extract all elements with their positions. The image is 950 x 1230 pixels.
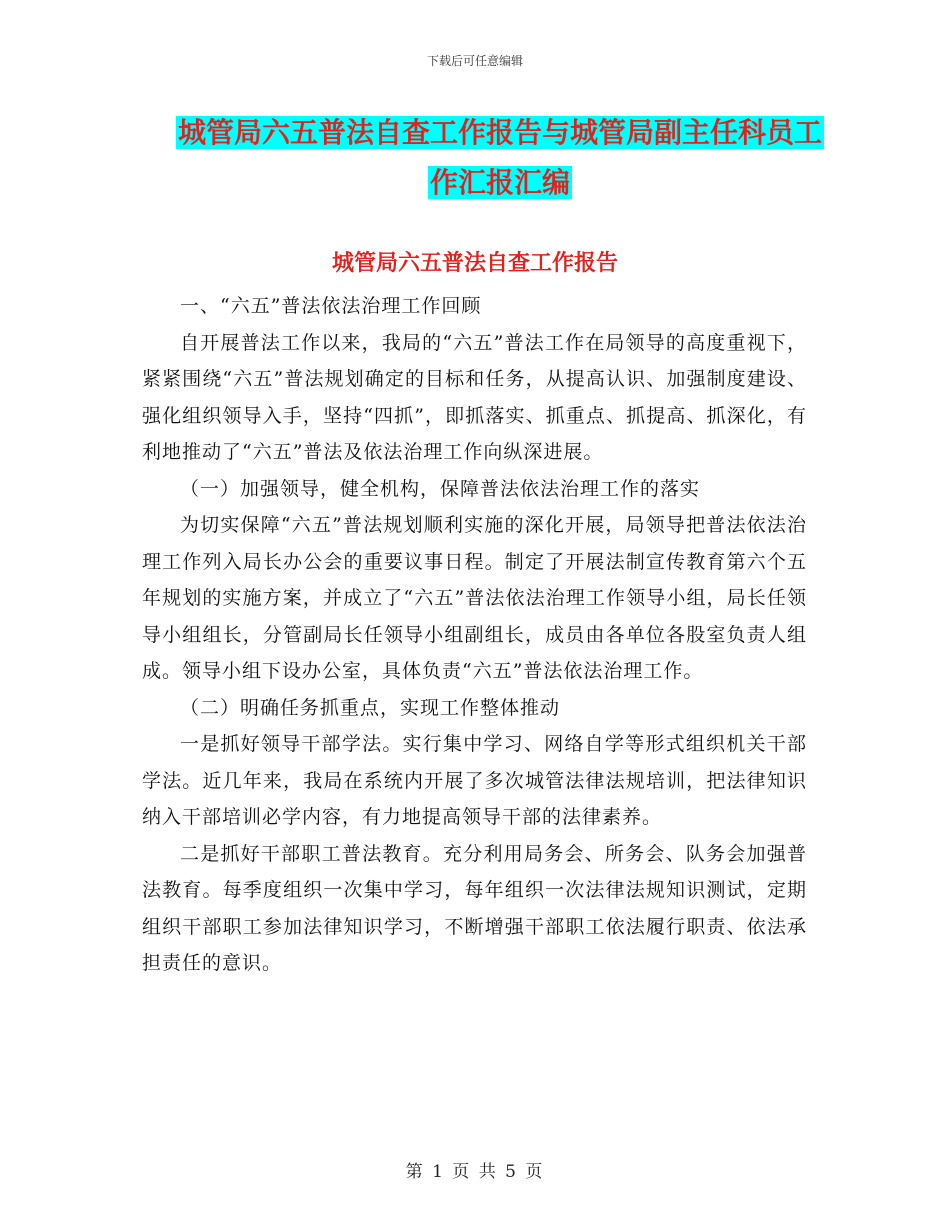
paragraph-heading-1: 一、“六五”普法依法治理工作回顾 [180,295,482,317]
paragraph: 为切实保障“六五”普法规划顺利实施的深化开展，局领导把普法依法治理工作列入局长办公会的重要议事日程。制定了开展法制宣传教育第六个五年规划的实施方案，并成立了“六五”普法依法治理工作领导小组，局长任领导小组组长，分管副局长任领导小组副组长，成员由各单位各股室负责人组成。领导小组下设办公室，具体负责“六五”普法依法治理工作。 [142,514,807,682]
paragraph: 二是抓好干部职工普法教育。充分利用局务会、所务会、队务会加强普法教育。每季度组织一次集中学习，每年组织一次法律法规知识测试，定期组织干部职工参加法律知识学习，不断增强干部职工依法履行职责、依法承担责任的意识。 [142,842,807,974]
page-footer: 第 1 页 共 5 页 [405,1162,545,1182]
title-line-2: 作汇报汇编 [429,166,570,199]
document-title [150,108,850,208]
paragraph: 自开展普法工作以来，我局的“六五”普法工作在局领导的高度重视下，紧紧围绕“六五”普法规划确定的目标和任务，从提高认识、加强制度建设、强化组织领导入手，坚持“四抓”，即抓落实、抓重点、抓提高、抓深化，有利地推动了“六五”普法及依法治理工作向纵深进展。 [142,331,807,463]
title-line-1: 城管局六五普法自查工作报告与城管局副主任科员工 [177,116,822,149]
paragraph: 一是抓好领导干部学法。实行集中学习、网络自学等形式组织机关干部学法。近几年来，我局在系统内开展了多次城管法律法规培训，把法律知识纳入干部培训必学内容，有力地提高领导干部的法律素养。 [142,733,807,828]
section-title: 城管局六五普法自查工作报告 [331,251,618,276]
document-body [142,288,807,982]
paragraph-subheading-1: （一）加强领导，健全机构，保障普法依法治理工作的落实 [180,477,701,500]
header-note: 下载后可任意编辑 [426,54,523,68]
paragraph-subheading-2: （二）明确任务抓重点，实现工作整体推动 [180,696,561,719]
